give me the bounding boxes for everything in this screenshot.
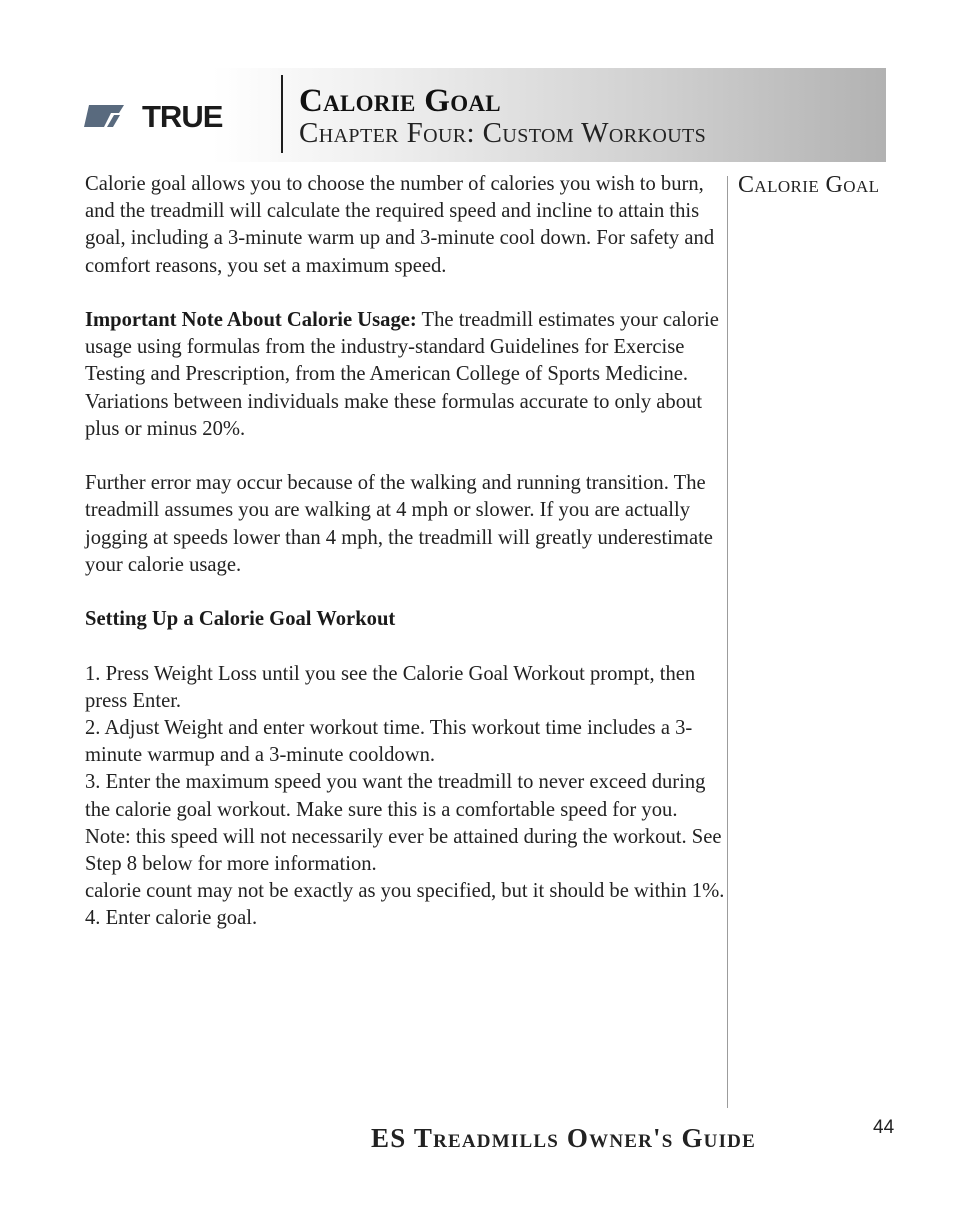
note-heading: Important Note About Calorie Usage:	[85, 309, 417, 331]
main-content	[85, 171, 725, 933]
footer-guide-title: ES Treadmills Owner's Guide	[371, 1123, 756, 1153]
setup-heading-text: Setting Up a Calorie Goal Workout	[85, 608, 396, 631]
note-text: The treadmill estimates your calorie usage using formulas from the industry-standard Guidelines for Exercise Testing and Prescription, from the American College of Sports Medicine. Variations between individuals make these formulas accurate to only about plus or minus 20%.	[85, 309, 719, 440]
sidebar-section-label: Calorie Goal	[738, 172, 880, 198]
true-logo-graphic	[84, 103, 256, 129]
chapter-subtitle: Chapter Four: Custom Workouts	[299, 117, 707, 149]
step-item: 1. Press Weight Loss until you see the Calorie Goal Workout prompt, then press Enter.	[85, 662, 696, 712]
step-item: 4. Enter calorie goal.	[85, 907, 258, 930]
true-logo	[84, 103, 256, 129]
page-title: Calorie Goal	[299, 83, 501, 119]
intro-paragraph: Calorie goal allows you to choose the number of calories you wish to burn, and the treadmill will calculate the required speed and incline to attain this goal, including a 3-minute warm up and 3-minute cool down. For safety and comfort reasons, you set a maximum speed.	[85, 173, 715, 277]
sidebar-divider	[727, 176, 728, 1108]
step-item: 3. Enter the maximum speed you want the treadmill to never exceed during the calorie goal workout. Make sure this is a comfortable speed for you. Note: this speed will not necessarily ever be attained during the workout. See Step 8 below for more information.	[85, 771, 722, 876]
logo-text: TRUE	[142, 103, 223, 129]
header-divider	[281, 75, 283, 153]
step-item: 2. Adjust Weight and enter workout time. This workout time includes a 3-minute warmup and a 3-minute cooldown.	[85, 717, 693, 767]
step-item: calorie count may not be exactly as you specified, but it should be within 1%.	[85, 880, 725, 903]
page-number: 44	[873, 1117, 895, 1138]
calorie-note-paragraph	[85, 307, 725, 443]
setup-heading	[85, 606, 725, 633]
error-paragraph: Further error may occur because of the walking and running transition. The treadmill assumes you are walking at 4 mph or slower. If you are actually jogging at speeds lower than 4 mph, the treadmill will greatly underestimate your calorie usage.	[85, 472, 713, 576]
